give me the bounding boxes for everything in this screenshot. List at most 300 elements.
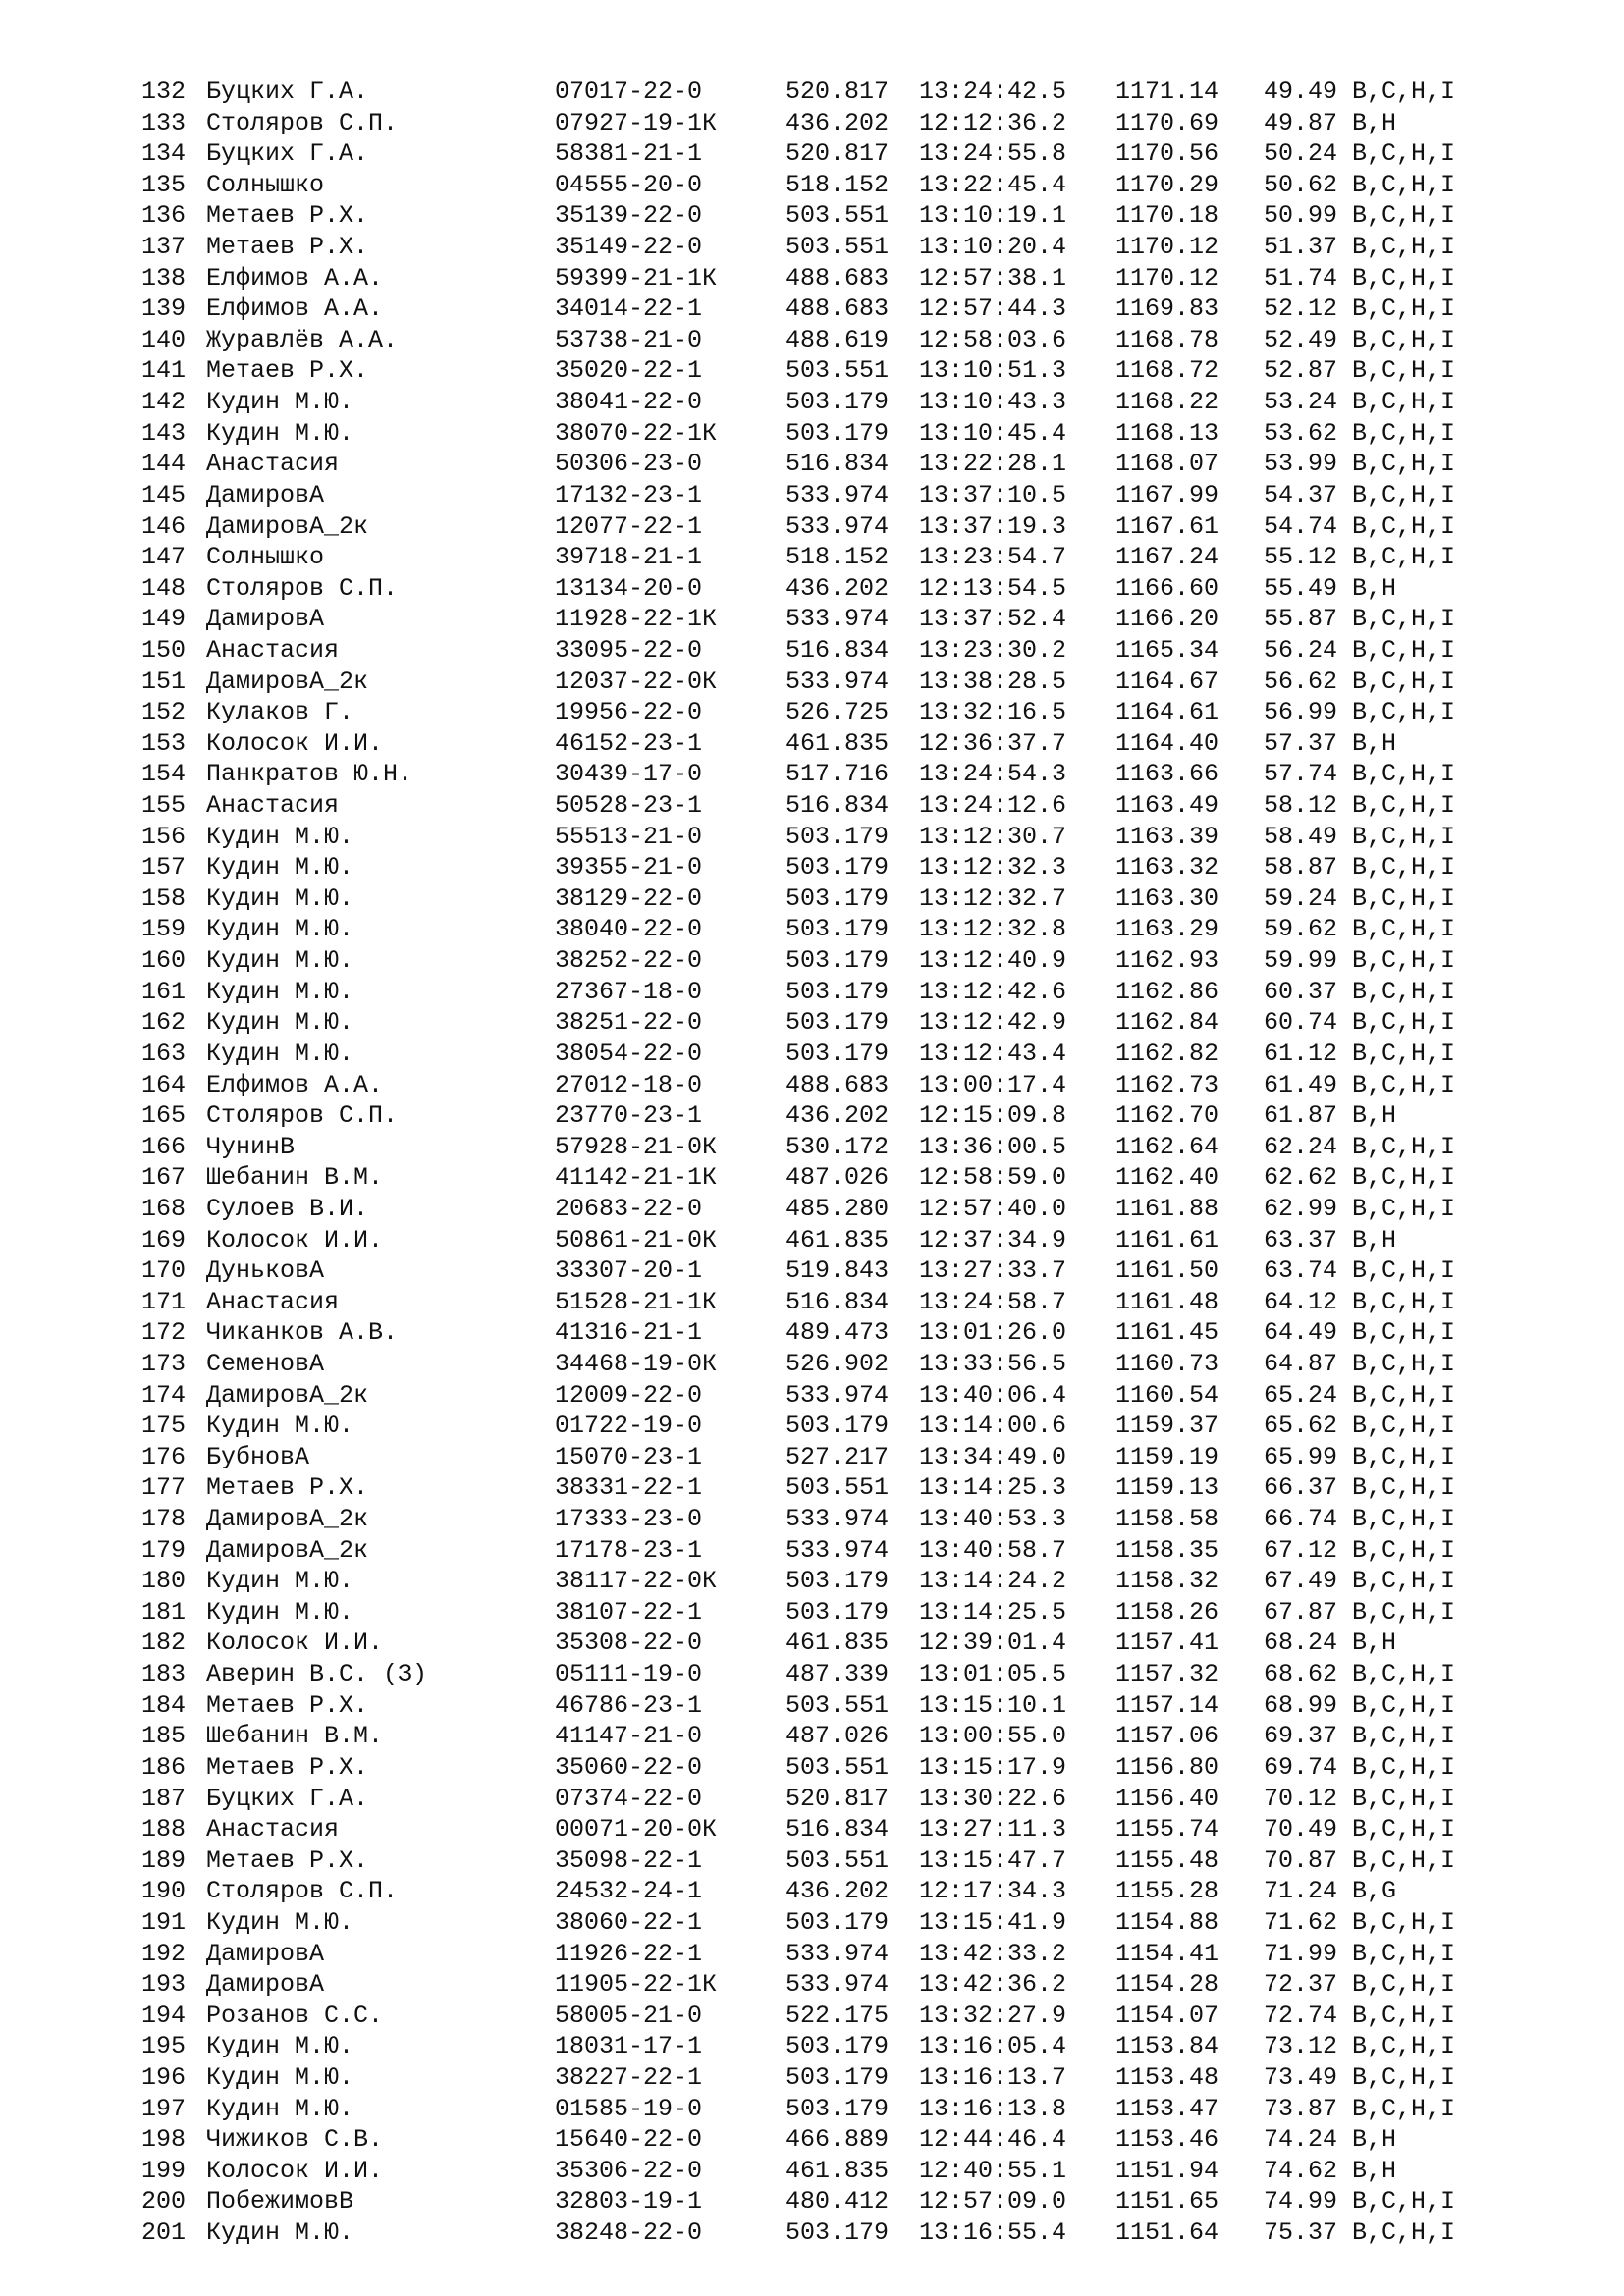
categories: B,C,H,I bbox=[1352, 1690, 1456, 1720]
categories: B,C,H,I bbox=[1352, 635, 1456, 665]
arrival-time: 13:24:58.7 bbox=[919, 1287, 1067, 1316]
owner-name: Кудин М.Ю. bbox=[206, 1039, 354, 1068]
arrival-time: 13:16:13.8 bbox=[919, 2094, 1067, 2123]
arrival-time: 12:17:34.3 bbox=[919, 1877, 1067, 1906]
categories: B,C,H,I bbox=[1352, 1784, 1456, 1813]
row-number: 180 bbox=[141, 1567, 187, 1596]
owner-name: ДамировА_2к bbox=[206, 511, 369, 541]
arrival-time: 13:14:00.6 bbox=[919, 1412, 1067, 1441]
owner-name: Кудин М.Ю. bbox=[206, 2063, 354, 2092]
owner-name: Кудин М.Ю. bbox=[206, 977, 354, 1006]
ring-number: 41316-21-1 bbox=[555, 1318, 703, 1348]
owner-name: Шебанин В.М. bbox=[206, 1722, 384, 1751]
categories: B,C,H,I bbox=[1352, 1505, 1456, 1534]
arrival-time: 13:10:20.4 bbox=[919, 233, 1067, 262]
distance: 503.551 bbox=[785, 201, 890, 231]
speed: 1153.46 bbox=[1115, 2125, 1219, 2155]
categories: B,C,H,I bbox=[1352, 543, 1456, 572]
row-number: 153 bbox=[141, 728, 187, 758]
owner-name: Кудин М.Ю. bbox=[206, 1907, 354, 1937]
coefficient: 63.37 bbox=[1264, 1225, 1338, 1255]
distance: 436.202 bbox=[785, 1877, 890, 1906]
ring-number: 35060-22-0 bbox=[555, 1752, 703, 1782]
distance: 461.835 bbox=[785, 2156, 890, 2185]
owner-name: ДамировА_2к bbox=[206, 1380, 369, 1410]
categories: B,H bbox=[1352, 2125, 1397, 2155]
coefficient: 58.87 bbox=[1264, 853, 1338, 882]
categories: B,C,H,I bbox=[1352, 883, 1456, 913]
speed: 1157.06 bbox=[1115, 1722, 1219, 1751]
coefficient: 67.49 bbox=[1264, 1567, 1338, 1596]
categories: B,C,H,I bbox=[1352, 1380, 1456, 1410]
coefficient: 53.62 bbox=[1264, 418, 1338, 448]
speed: 1166.60 bbox=[1115, 573, 1219, 603]
speed: 1160.73 bbox=[1115, 1349, 1219, 1378]
owner-name: Буцких Г.А. bbox=[206, 1784, 369, 1813]
distance: 526.725 bbox=[785, 698, 890, 727]
arrival-time: 13:10:19.1 bbox=[919, 201, 1067, 231]
ring-number: 38107-22-1 bbox=[555, 1597, 703, 1627]
row-number: 184 bbox=[141, 1690, 187, 1720]
distance: 503.179 bbox=[785, 1597, 890, 1627]
arrival-time: 13:24:42.5 bbox=[919, 78, 1067, 106]
row-number: 170 bbox=[141, 1256, 187, 1286]
ring-number: 38070-22-1К bbox=[555, 418, 718, 448]
coefficient: 66.74 bbox=[1264, 1505, 1338, 1534]
speed: 1164.40 bbox=[1115, 728, 1219, 758]
ring-number: 19956-22-0 bbox=[555, 698, 703, 727]
coefficient: 74.24 bbox=[1264, 2125, 1338, 2155]
categories: B,C,H,I bbox=[1352, 2063, 1456, 2092]
row-number: 146 bbox=[141, 511, 187, 541]
categories: B,C,H,I bbox=[1352, 915, 1456, 944]
arrival-time: 12:57:09.0 bbox=[919, 2187, 1067, 2216]
distance: 518.152 bbox=[785, 543, 890, 572]
row-number: 197 bbox=[141, 2094, 187, 2123]
owner-name: Столяров С.П. bbox=[206, 1877, 399, 1906]
speed: 1168.72 bbox=[1115, 356, 1219, 386]
speed: 1159.19 bbox=[1115, 1442, 1219, 1471]
categories: B,C,H,I bbox=[1352, 853, 1456, 882]
speed: 1167.99 bbox=[1115, 480, 1219, 509]
row-number: 132 bbox=[141, 78, 187, 106]
owner-name: Столяров С.П. bbox=[206, 1101, 399, 1131]
coefficient: 60.37 bbox=[1264, 977, 1338, 1006]
row-number: 176 bbox=[141, 1442, 187, 1471]
owner-name: Кудин М.Ю. bbox=[206, 883, 354, 913]
arrival-time: 13:33:56.5 bbox=[919, 1349, 1067, 1378]
ring-number: 50861-21-0К bbox=[555, 1225, 718, 1255]
coefficient: 71.99 bbox=[1264, 1939, 1338, 1968]
ring-number: 24532-24-1 bbox=[555, 1877, 703, 1906]
ring-number: 30439-17-0 bbox=[555, 760, 703, 789]
coefficient: 69.74 bbox=[1264, 1752, 1338, 1782]
owner-name: Елфимов А.А. bbox=[206, 263, 384, 293]
ring-number: 35020-22-1 bbox=[555, 356, 703, 386]
distance: 487.026 bbox=[785, 1722, 890, 1751]
owner-name: Столяров С.П. bbox=[206, 108, 399, 137]
owner-name: Солнышко bbox=[206, 543, 325, 572]
coefficient: 49.87 bbox=[1264, 108, 1338, 137]
categories: B,C,H,I bbox=[1352, 480, 1456, 509]
categories: B,C,H,I bbox=[1352, 605, 1456, 634]
coefficient: 75.37 bbox=[1264, 2218, 1338, 2248]
arrival-time: 13:23:54.7 bbox=[919, 543, 1067, 572]
arrival-time: 13:12:32.3 bbox=[919, 853, 1067, 882]
distance: 488.683 bbox=[785, 263, 890, 293]
distance: 519.843 bbox=[785, 1256, 890, 1286]
row-number: 150 bbox=[141, 635, 187, 665]
coefficient: 69.37 bbox=[1264, 1722, 1338, 1751]
distance: 503.551 bbox=[785, 356, 890, 386]
speed: 1163.66 bbox=[1115, 760, 1219, 789]
distance: 488.683 bbox=[785, 1070, 890, 1099]
owner-name: Кудин М.Ю. bbox=[206, 1567, 354, 1596]
row-number: 161 bbox=[141, 977, 187, 1006]
speed: 1162.82 bbox=[1115, 1039, 1219, 1068]
owner-name: Кудин М.Ю. bbox=[206, 388, 354, 417]
ring-number: 33095-22-0 bbox=[555, 635, 703, 665]
speed: 1160.54 bbox=[1115, 1380, 1219, 1410]
distance: 461.835 bbox=[785, 728, 890, 758]
coefficient: 56.24 bbox=[1264, 635, 1338, 665]
distance: 436.202 bbox=[785, 573, 890, 603]
distance: 503.551 bbox=[785, 1473, 890, 1503]
coefficient: 64.87 bbox=[1264, 1349, 1338, 1378]
coefficient: 64.49 bbox=[1264, 1318, 1338, 1348]
distance: 503.551 bbox=[785, 1752, 890, 1782]
ring-number: 13134-20-0 bbox=[555, 573, 703, 603]
ring-number: 15640-22-0 bbox=[555, 2125, 703, 2155]
speed: 1168.07 bbox=[1115, 450, 1219, 479]
coefficient: 57.37 bbox=[1264, 728, 1338, 758]
distance: 516.834 bbox=[785, 635, 890, 665]
row-number: 177 bbox=[141, 1473, 187, 1503]
coefficient: 62.24 bbox=[1264, 1132, 1338, 1161]
owner-name: Метаев Р.Х. bbox=[206, 1845, 369, 1875]
categories: B,C,H,I bbox=[1352, 2218, 1456, 2248]
ring-number: 38041-22-0 bbox=[555, 388, 703, 417]
row-number: 192 bbox=[141, 1939, 187, 1968]
distance: 522.175 bbox=[785, 2001, 890, 2030]
row-number: 175 bbox=[141, 1412, 187, 1441]
arrival-time: 13:01:05.5 bbox=[919, 1660, 1067, 1689]
categories: B,H bbox=[1352, 573, 1397, 603]
ring-number: 41147-21-0 bbox=[555, 1722, 703, 1751]
ring-number: 55513-21-0 bbox=[555, 822, 703, 851]
speed: 1169.83 bbox=[1115, 294, 1219, 324]
ring-number: 41142-21-1К bbox=[555, 1163, 718, 1193]
arrival-time: 13:00:17.4 bbox=[919, 1070, 1067, 1099]
ring-number: 35306-22-0 bbox=[555, 2156, 703, 2185]
ring-number: 35098-22-1 bbox=[555, 1845, 703, 1875]
coefficient: 59.24 bbox=[1264, 883, 1338, 913]
categories: B,C,H,I bbox=[1352, 791, 1456, 821]
categories: B,C,H,I bbox=[1352, 325, 1456, 354]
row-number: 178 bbox=[141, 1505, 187, 1534]
coefficient: 71.62 bbox=[1264, 1907, 1338, 1937]
owner-name: ДамировА_2к bbox=[206, 1535, 369, 1565]
coefficient: 66.37 bbox=[1264, 1473, 1338, 1503]
arrival-time: 12:44:46.4 bbox=[919, 2125, 1067, 2155]
coefficient: 71.24 bbox=[1264, 1877, 1338, 1906]
coefficient: 72.37 bbox=[1264, 1970, 1338, 2000]
coefficient: 62.99 bbox=[1264, 1194, 1338, 1223]
arrival-time: 13:38:28.5 bbox=[919, 667, 1067, 696]
coefficient: 53.24 bbox=[1264, 388, 1338, 417]
speed: 1154.41 bbox=[1115, 1939, 1219, 1968]
categories: B,C,H,I bbox=[1352, 822, 1456, 851]
categories: B,C,H,I bbox=[1352, 170, 1456, 199]
categories: B,C,H,I bbox=[1352, 2032, 1456, 2061]
categories: B,C,H,I bbox=[1352, 977, 1456, 1006]
row-number: 185 bbox=[141, 1722, 187, 1751]
categories: B,C,H,I bbox=[1352, 388, 1456, 417]
coefficient: 57.74 bbox=[1264, 760, 1338, 789]
speed: 1157.41 bbox=[1115, 1629, 1219, 1658]
row-number: 163 bbox=[141, 1039, 187, 1068]
row-number: 181 bbox=[141, 1597, 187, 1627]
row-number: 147 bbox=[141, 543, 187, 572]
distance: 530.172 bbox=[785, 1132, 890, 1161]
distance: 527.217 bbox=[785, 1442, 890, 1471]
coefficient: 52.12 bbox=[1264, 294, 1338, 324]
row-number: 167 bbox=[141, 1163, 187, 1193]
distance: 503.179 bbox=[785, 822, 890, 851]
distance: 516.834 bbox=[785, 1815, 890, 1844]
coefficient: 55.49 bbox=[1264, 573, 1338, 603]
ring-number: 12077-22-1 bbox=[555, 511, 703, 541]
owner-name: Кудин М.Ю. bbox=[206, 822, 354, 851]
row-number: 188 bbox=[141, 1815, 187, 1844]
row-number: 145 bbox=[141, 480, 187, 509]
ring-number: 46786-23-1 bbox=[555, 1690, 703, 1720]
arrival-time: 13:16:05.4 bbox=[919, 2032, 1067, 2061]
arrival-time: 13:34:49.0 bbox=[919, 1442, 1067, 1471]
speed: 1165.34 bbox=[1115, 635, 1219, 665]
categories: B,C,H,I bbox=[1352, 667, 1456, 696]
ring-number: 27012-18-0 bbox=[555, 1070, 703, 1099]
arrival-time: 12:37:34.9 bbox=[919, 1225, 1067, 1255]
arrival-time: 12:58:03.6 bbox=[919, 325, 1067, 354]
speed: 1151.64 bbox=[1115, 2218, 1219, 2248]
owner-name: Метаев Р.Х. bbox=[206, 201, 369, 231]
distance: 520.817 bbox=[785, 1784, 890, 1813]
arrival-time: 12:15:09.8 bbox=[919, 1101, 1067, 1131]
distance: 503.551 bbox=[785, 1845, 890, 1875]
ring-number: 58381-21-1 bbox=[555, 139, 703, 169]
row-number: 194 bbox=[141, 2001, 187, 2030]
coefficient: 68.62 bbox=[1264, 1660, 1338, 1689]
speed: 1167.24 bbox=[1115, 543, 1219, 572]
row-number: 173 bbox=[141, 1349, 187, 1378]
coefficient: 70.87 bbox=[1264, 1845, 1338, 1875]
distance: 461.835 bbox=[785, 1629, 890, 1658]
arrival-time: 13:42:36.2 bbox=[919, 1970, 1067, 2000]
coefficient: 50.99 bbox=[1264, 201, 1338, 231]
categories: B,C,H,I bbox=[1352, 1567, 1456, 1596]
arrival-time: 13:12:42.9 bbox=[919, 1008, 1067, 1038]
row-number: 162 bbox=[141, 1008, 187, 1038]
owner-name: Метаев Р.Х. bbox=[206, 1690, 369, 1720]
arrival-time: 13:12:30.7 bbox=[919, 822, 1067, 851]
ring-number: 18031-17-1 bbox=[555, 2032, 703, 2061]
arrival-time: 13:27:11.3 bbox=[919, 1815, 1067, 1844]
coefficient: 68.24 bbox=[1264, 1629, 1338, 1658]
speed: 1157.32 bbox=[1115, 1660, 1219, 1689]
ring-number: 50528-23-1 bbox=[555, 791, 703, 821]
categories: B,C,H,I bbox=[1352, 201, 1456, 231]
speed: 1158.35 bbox=[1115, 1535, 1219, 1565]
distance: 503.179 bbox=[785, 883, 890, 913]
categories: B,C,H,I bbox=[1352, 511, 1456, 541]
speed: 1161.88 bbox=[1115, 1194, 1219, 1223]
speed: 1158.26 bbox=[1115, 1597, 1219, 1627]
row-number: 166 bbox=[141, 1132, 187, 1161]
owner-name: Кудин М.Ю. bbox=[206, 2032, 354, 2061]
distance: 533.974 bbox=[785, 1939, 890, 1968]
ring-number: 05111-19-0 bbox=[555, 1660, 703, 1689]
arrival-time: 13:30:22.6 bbox=[919, 1784, 1067, 1813]
row-number: 182 bbox=[141, 1629, 187, 1658]
distance: 533.974 bbox=[785, 667, 890, 696]
owner-name: ДамировА bbox=[206, 1970, 325, 2000]
coefficient: 49.49 bbox=[1264, 78, 1338, 106]
categories: B,C,H,I bbox=[1352, 698, 1456, 727]
row-number: 165 bbox=[141, 1101, 187, 1131]
row-number: 158 bbox=[141, 883, 187, 913]
speed: 1151.94 bbox=[1115, 2156, 1219, 2185]
speed: 1162.93 bbox=[1115, 946, 1219, 976]
owner-name: ЧунинВ bbox=[206, 1132, 296, 1161]
arrival-time: 13:27:33.7 bbox=[919, 1256, 1067, 1286]
speed: 1161.61 bbox=[1115, 1225, 1219, 1255]
distance: 436.202 bbox=[785, 1101, 890, 1131]
owner-name: Елфимов А.А. bbox=[206, 294, 384, 324]
arrival-time: 13:14:25.5 bbox=[919, 1597, 1067, 1627]
distance: 533.974 bbox=[785, 1380, 890, 1410]
owner-name: Журавлёв А.А. bbox=[206, 325, 399, 354]
categories: B,C,H,I bbox=[1352, 1752, 1456, 1782]
categories: B,H bbox=[1352, 1101, 1397, 1131]
speed: 1168.13 bbox=[1115, 418, 1219, 448]
distance: 503.551 bbox=[785, 1690, 890, 1720]
categories: B,H bbox=[1352, 2156, 1397, 2185]
coefficient: 62.62 bbox=[1264, 1163, 1338, 1193]
distance: 533.974 bbox=[785, 605, 890, 634]
row-number: 136 bbox=[141, 201, 187, 231]
owner-name: Метаев Р.Х. bbox=[206, 1473, 369, 1503]
owner-name: ДамировА_2к bbox=[206, 1505, 369, 1534]
owner-name: Столяров С.П. bbox=[206, 573, 399, 603]
speed: 1166.20 bbox=[1115, 605, 1219, 634]
ring-number: 01585-19-0 bbox=[555, 2094, 703, 2123]
distance: 503.179 bbox=[785, 946, 890, 976]
owner-name: Буцких Г.А. bbox=[206, 139, 369, 169]
distance: 533.974 bbox=[785, 511, 890, 541]
speed: 1156.80 bbox=[1115, 1752, 1219, 1782]
row-number: 151 bbox=[141, 667, 187, 696]
owner-name: Панкратов Ю.Н. bbox=[206, 760, 413, 789]
row-number: 196 bbox=[141, 2063, 187, 2092]
coefficient: 52.87 bbox=[1264, 356, 1338, 386]
distance: 488.683 bbox=[785, 294, 890, 324]
speed: 1162.70 bbox=[1115, 1101, 1219, 1131]
categories: B,C,H,I bbox=[1352, 2001, 1456, 2030]
coefficient: 51.74 bbox=[1264, 263, 1338, 293]
row-number: 164 bbox=[141, 1070, 187, 1099]
ring-number: 39355-21-0 bbox=[555, 853, 703, 882]
coefficient: 61.12 bbox=[1264, 1039, 1338, 1068]
coefficient: 58.49 bbox=[1264, 822, 1338, 851]
owner-name: Метаев Р.Х. bbox=[206, 356, 369, 386]
speed: 1161.50 bbox=[1115, 1256, 1219, 1286]
arrival-time: 13:24:55.8 bbox=[919, 139, 1067, 169]
ring-number: 46152-23-1 bbox=[555, 728, 703, 758]
row-number: 169 bbox=[141, 1225, 187, 1255]
ring-number: 38227-22-1 bbox=[555, 2063, 703, 2092]
owner-name: Розанов С.С. bbox=[206, 2001, 384, 2030]
owner-name: Чижиков С.В. bbox=[206, 2125, 384, 2155]
owner-name: Метаев Р.Х. bbox=[206, 233, 369, 262]
arrival-time: 13:12:40.9 bbox=[919, 946, 1067, 976]
ring-number: 27367-18-0 bbox=[555, 977, 703, 1006]
row-number: 157 bbox=[141, 853, 187, 882]
distance: 518.152 bbox=[785, 170, 890, 199]
speed: 1155.28 bbox=[1115, 1877, 1219, 1906]
row-number: 187 bbox=[141, 1784, 187, 1813]
ring-number: 04555-20-0 bbox=[555, 170, 703, 199]
row-number: 133 bbox=[141, 108, 187, 137]
categories: B,C,H,I bbox=[1352, 1412, 1456, 1441]
arrival-time: 13:15:41.9 bbox=[919, 1907, 1067, 1937]
categories: B,C,H,I bbox=[1352, 1660, 1456, 1689]
row-number: 174 bbox=[141, 1380, 187, 1410]
speed: 1164.67 bbox=[1115, 667, 1219, 696]
coefficient: 50.24 bbox=[1264, 139, 1338, 169]
ring-number: 12009-22-0 bbox=[555, 1380, 703, 1410]
speed: 1171.14 bbox=[1115, 78, 1219, 106]
ring-number: 58005-21-0 bbox=[555, 2001, 703, 2030]
ring-number: 35308-22-0 bbox=[555, 1629, 703, 1658]
ring-number: 17178-23-1 bbox=[555, 1535, 703, 1565]
speed: 1161.45 bbox=[1115, 1318, 1219, 1348]
row-number: 148 bbox=[141, 573, 187, 603]
speed: 1163.39 bbox=[1115, 822, 1219, 851]
coefficient: 73.87 bbox=[1264, 2094, 1338, 2123]
row-number: 137 bbox=[141, 233, 187, 262]
coefficient: 59.62 bbox=[1264, 915, 1338, 944]
categories: B,C,H,I bbox=[1352, 418, 1456, 448]
owner-name: Кудин М.Ю. bbox=[206, 853, 354, 882]
coefficient: 53.99 bbox=[1264, 450, 1338, 479]
speed: 1162.86 bbox=[1115, 977, 1219, 1006]
speed: 1159.37 bbox=[1115, 1412, 1219, 1441]
arrival-time: 12:58:59.0 bbox=[919, 1163, 1067, 1193]
distance: 503.179 bbox=[785, 1907, 890, 1937]
categories: B,C,H,I bbox=[1352, 1597, 1456, 1627]
distance: 466.889 bbox=[785, 2125, 890, 2155]
owner-name: Сулоев В.И. bbox=[206, 1194, 369, 1223]
speed: 1170.56 bbox=[1115, 139, 1219, 169]
ring-number: 34468-19-0К bbox=[555, 1349, 718, 1378]
ring-number: 17132-23-1 bbox=[555, 480, 703, 509]
arrival-time: 13:24:54.3 bbox=[919, 760, 1067, 789]
row-number: 140 bbox=[141, 325, 187, 354]
arrival-time: 12:12:36.2 bbox=[919, 108, 1067, 137]
ring-number: 38117-22-0К bbox=[555, 1567, 718, 1596]
ring-number: 53738-21-0 bbox=[555, 325, 703, 354]
